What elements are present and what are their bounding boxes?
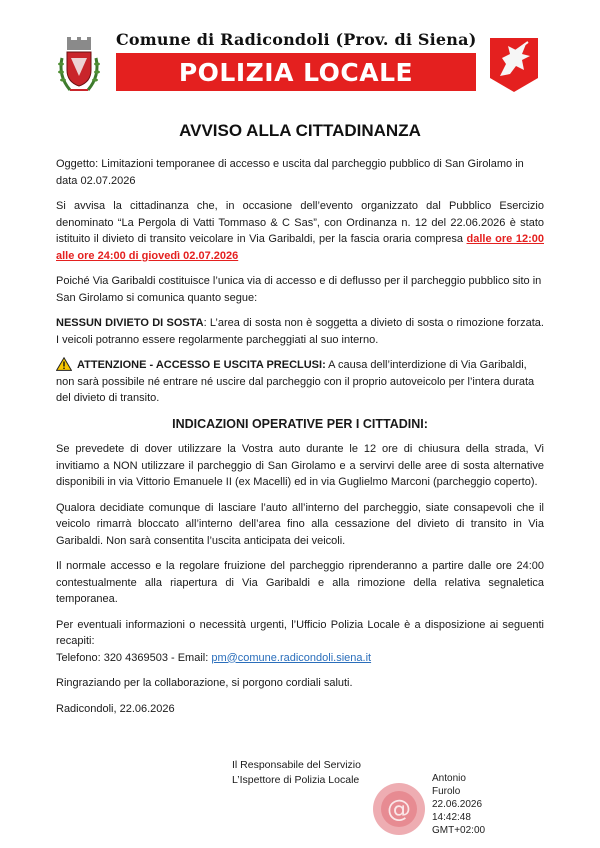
letterhead [56, 30, 544, 100]
signature-time: 14:42:48 [432, 812, 471, 823]
subject-paragraph: Oggetto: Limitazioni temporanee di accesso e uscita dal parcheggio pubblico di San Girolamo in data 02.07.2026 [56, 158, 524, 187]
closing-greeting: Ringraziando per la collaborazione, si porgono cordiali saluti. [56, 677, 353, 689]
signer-role: Il Responsabile del Servizio [232, 759, 361, 771]
warning-label: ATTENZIONE - ACCESSO E USCITA PRECLUSI: [77, 359, 326, 371]
email-link[interactable]: pm@comune.radicondoli.siena.it [211, 651, 372, 664]
no-parking-ban-label: NESSUN DIVIETO DI SOSTA [56, 317, 204, 329]
place-date: Radicondoli, 22.06.2026 [56, 702, 175, 715]
notice-body [56, 156, 544, 726]
municipality-name: Comune di Radicondoli (Prov. di Siena) [116, 30, 477, 49]
digital-signature-info [432, 772, 485, 837]
warning-icon [56, 357, 72, 371]
phone-text: Telefono: 320 4369503 - Email: [56, 651, 212, 664]
closure-time-highlight: dalle ore 12:00 alle ore 24:00 di giovedì 02.07.2026 [56, 233, 544, 262]
notice-paragraph: Si avvisa la cittadinanza che, in occasione dell’evento organizzato dal Pubblico Esercizio denominato “La Pergola di Vatti Tommaso & C Sas”, con Ordinanza n. 12 del 22.06.2026 è stato istituito il divieto di transito veicolare in Via Garibaldi, per la fascia oraria compresa dalle ore 12:00 alle ore 24:00 di giovedì 02.07.2026 [56, 200, 544, 262]
signer-title: L’Ispettore di Polizia Locale [232, 774, 360, 786]
svg-text:@: @ [387, 795, 411, 823]
department-banner: POLIZIA LOCALE [116, 53, 476, 91]
instructions-heading: INDICAZIONI OPERATIVE PER I CITTADINI: [172, 416, 428, 431]
signature-date: 22.06.2026 [432, 799, 483, 810]
signer-first-name: Antonio [432, 773, 466, 784]
digital-signature-stamp-icon [372, 782, 426, 836]
warning-paragraph: ATTENZIONE - ACCESSO E USCITA PRECLUSI: A causa dell’interdizione di Via Garibaldi, non sarà possibile né entrare né uscire dal parcheggio con il proprio autoveicolo per l’intera durata del divieto di transito. [56, 359, 535, 404]
signer-last-name: Furolo [432, 786, 461, 797]
instruction-paragraph-3: Il normale accesso e la regolare fruizione del parcheggio riprenderanno a partire dalle ore 24:00 contestualmente alla riapertura di Via Garibaldi e alla rimozione della relativa segnaletica temporanea. [56, 560, 544, 605]
instruction-paragraph-2: Qualora decidiate comunque di lasciare l’auto all’interno del parcheggio, siate consapevoli che il veicolo rimarrà bloccato all’interno dell’area fino alla cessazione del divieto di transito in Via Garibaldi. Non sarà consentita l’uscita anticipata dei veicoli. [56, 501, 544, 547]
coat-of-arms-icon [56, 36, 102, 96]
access-paragraph: Poiché Via Garibaldi costituisce l’unica via di accesso e di deflusso per il parcheggio pubblico sito in San Girolamo si comunica quanto segue: [56, 275, 542, 304]
contact-paragraph: Per eventuali informazioni o necessità urgenti, l’Ufficio Polizia Locale è a disposizione ai seguenti recapiti: Telefono: 320 4369503 - Email: pm@comune.radicondoli.siena.it [56, 618, 544, 664]
instruction-paragraph-1: Se prevedete di dover utilizzare la Vostra auto durante le 12 ore di chiusura della strada, Vi invitiamo a NON utilizzare il parcheggio di San Girolamo e a servirvi delle aree di sosta alternative disponibili in via Vittorio Emanuele II (ex Macelli) ed in via Guglielmo Marconi (parcheggio coperto). [56, 443, 544, 488]
parking-paragraph: NESSUN DIVIETO DI SOSTA: L’area di sosta non è soggetta a divieto di sosta o rimozione forzata. I veicoli potranno essere regolarmente parcheggiati al suo interno. [56, 317, 544, 346]
signature-timezone: GMT+02:00 [432, 825, 486, 836]
pegasus-flag-icon [488, 36, 540, 94]
signature-block [232, 758, 361, 788]
page-title: AVVISO ALLA CITTADINANZA [179, 121, 421, 140]
